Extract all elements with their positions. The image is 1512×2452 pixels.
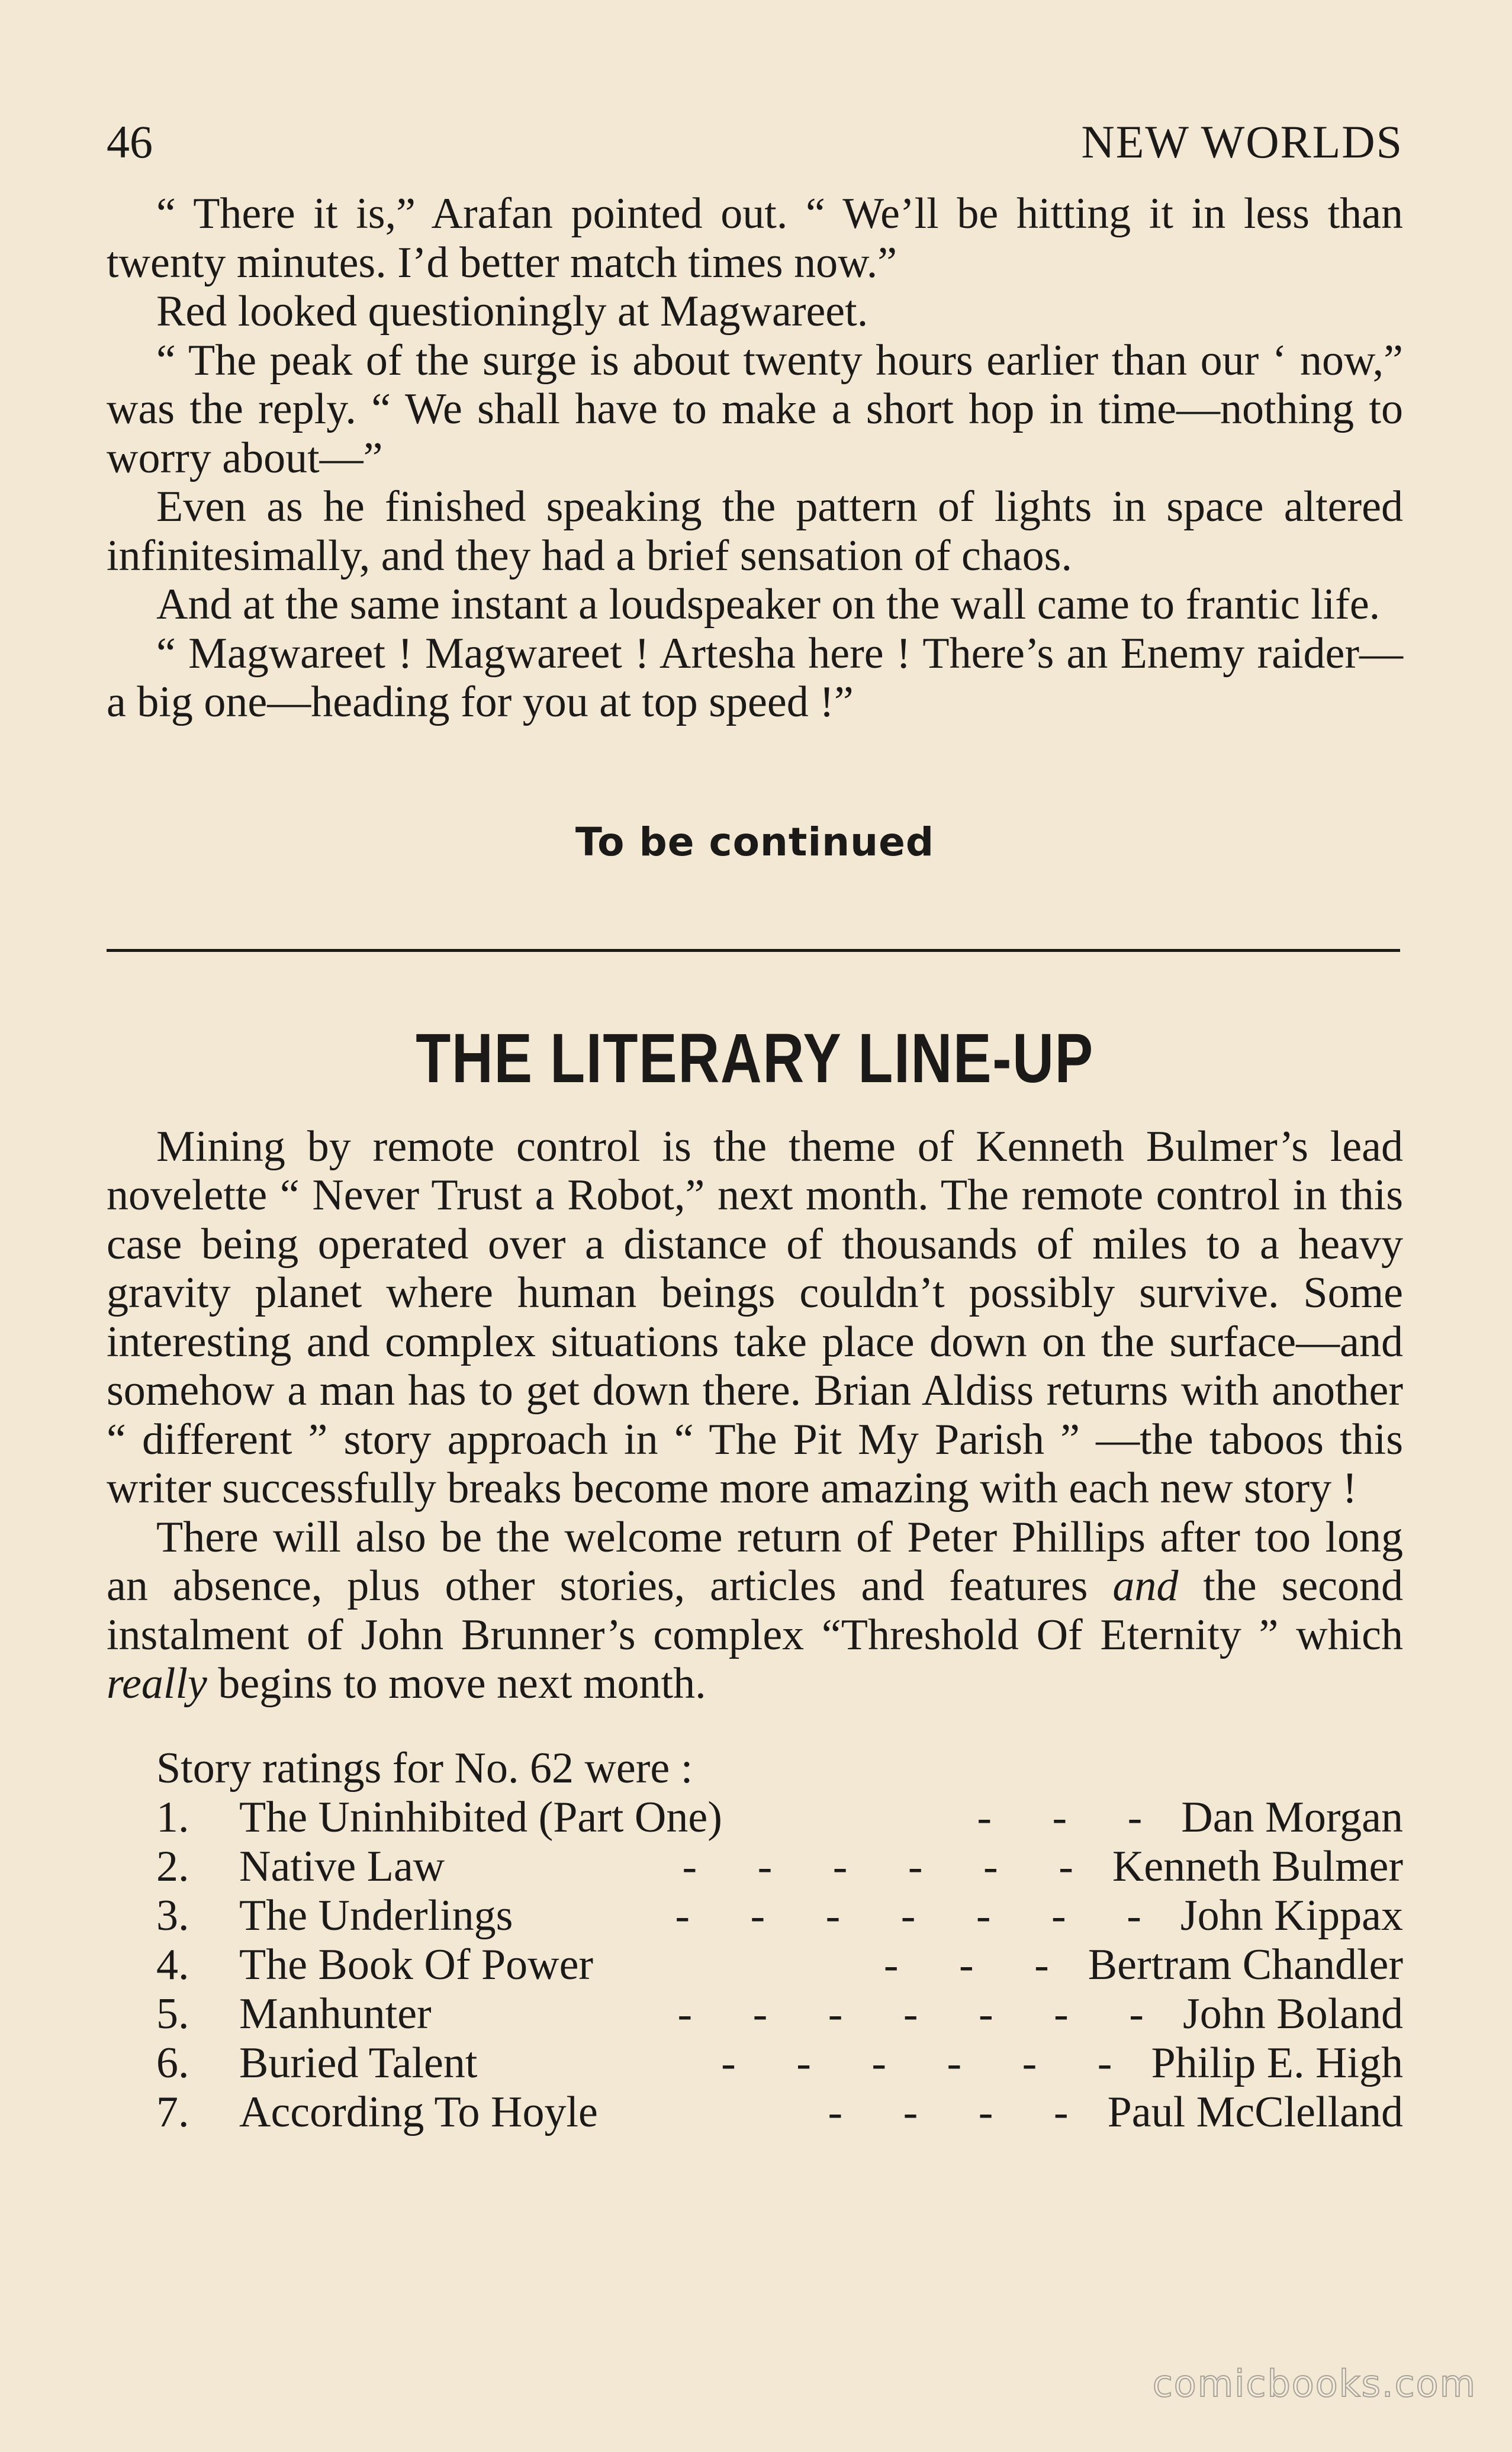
rating-leader: - - - - — [828, 2087, 1093, 2136]
rating-author: Paul McClelland — [1107, 2087, 1403, 2136]
to-be-continued-label: To be continued — [575, 819, 935, 865]
lineup-paragraph: Mining by remote control is the theme of Kenneth Bulmer’s lead novelette “ Never Trust a Robot,” next month. The remote control in this case being operated over a distance of thousands of miles to a heavy gravity planet where human beings couldn’t possibly survive. Some interesting and complex situations take place down on the surface—and somehow a man has to get down there. Brian Aldiss returns with another “ different ” story approach in “ The Pit My Parish ” —the taboos this writer successfully breaks become more amazing with each new story ! — [107, 1122, 1403, 1513]
rating-story-title: According To Hoyle — [239, 2087, 598, 2136]
rating-story-title: The Book Of Power — [239, 1940, 594, 1989]
rating-row — [107, 2088, 1403, 2137]
rating-story-title: Manhunter — [239, 1989, 432, 2038]
rating-leader: - - - - - - - — [677, 1989, 1169, 2038]
rating-row — [107, 1793, 1403, 1842]
story-paragraph: “ Magwareet ! Magwareet ! Artesha here ! There’s an Enemy raider—a big one—heading for you at top speed !” — [107, 629, 1403, 726]
rating-author: Kenneth Bulmer — [1112, 1842, 1403, 1891]
page-number: 46 — [107, 116, 153, 168]
lineup-text: the second instalment of John Brunner’s complex “Threshold Of Eternity ” which — [107, 1562, 1404, 1659]
lineup-text: begins to move next month. — [218, 1659, 706, 1708]
lineup-emphasis: really — [107, 1659, 207, 1708]
rating-author: Philip E. High — [1151, 2038, 1403, 2087]
rating-row — [107, 1891, 1403, 1941]
rating-story-title: The Underlings — [239, 1891, 513, 1940]
lineup-emphasis: and — [1112, 1562, 1179, 1610]
rating-leader: - - - - - - — [721, 2038, 1137, 2087]
lineup-text: There will also be the welcome return of Peter Phillips after too long an absence, plus other stories, articles and features — [107, 1513, 1403, 1610]
ratings-intro: Story ratings for No. 62 were : — [156, 1743, 693, 1793]
rating-leader: - - - — [977, 1793, 1167, 1842]
literary-lineup-body — [107, 1122, 1403, 1708]
rating-story-title: Native Law — [239, 1842, 445, 1891]
rating-author: Bertram Chandler — [1088, 1940, 1403, 1989]
rating-story-title: Buried Talent — [239, 2038, 478, 2087]
rating-author: Dan Morgan — [1181, 1793, 1403, 1842]
story-paragraph: Even as he finished speaking the pattern of lights in space altered infinitesimally, and they had a brief sensation of chaos. — [107, 482, 1403, 580]
rating-number: 7. — [156, 2087, 189, 2136]
rating-row — [107, 1941, 1403, 1990]
story-ratings — [107, 1744, 1403, 2137]
section-title: THE LITERARY LINE-UP — [416, 1019, 1094, 1098]
magazine-title: NEW WORLDS — [1081, 116, 1403, 168]
lineup-paragraph — [107, 1513, 1403, 1708]
rating-row — [107, 1990, 1403, 2039]
rating-number: 2. — [156, 1842, 189, 1891]
story-paragraph: “ The peak of the surge is about twenty hours earlier than our ‘ now,” was the reply. “ We shall have to make a short hop in time—nothing to worry about—” — [107, 336, 1403, 482]
rating-number: 4. — [156, 1940, 189, 1989]
page-header — [107, 112, 1403, 172]
rating-author: John Kippax — [1180, 1891, 1403, 1940]
rating-author: John Boland — [1182, 1989, 1403, 2038]
story-paragraph: And at the same instant a loudspeaker on the wall came to frantic life. — [156, 580, 1381, 629]
rating-leader: - - - - - - — [682, 1842, 1098, 1891]
magazine-page — [107, 112, 1403, 2137]
story-ending — [107, 189, 1403, 727]
rating-leader: - - - — [883, 1940, 1074, 1989]
rating-story-title: The Uninhibited (Part One) — [239, 1793, 722, 1842]
watermark: comicbooks.com — [1152, 2362, 1476, 2405]
rating-number: 6. — [156, 2038, 189, 2087]
rating-row — [107, 1842, 1403, 1891]
story-paragraph: Red looked questioningly at Magwareet. — [156, 287, 868, 336]
rating-number: 3. — [156, 1891, 189, 1940]
rating-number: 5. — [156, 1989, 189, 2038]
section-divider — [107, 949, 1400, 952]
story-paragraph: “ There it is,” Arafan pointed out. “ We’ll be hitting it in less than twenty minutes. I’d better match times now.” — [107, 189, 1403, 287]
rating-leader: - - - - - - - — [675, 1891, 1166, 1940]
rating-number: 1. — [156, 1793, 189, 1842]
rating-row — [107, 2039, 1403, 2088]
